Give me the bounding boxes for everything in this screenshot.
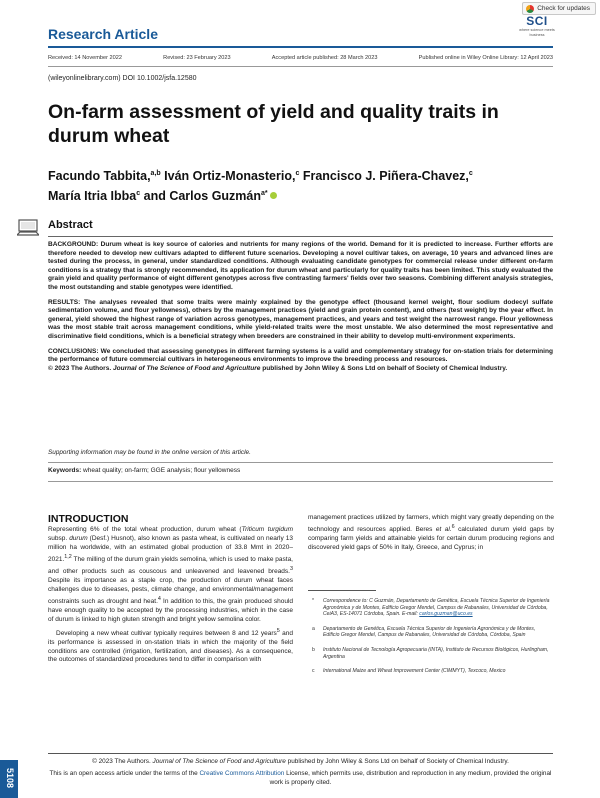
citation-link[interactable]: 1,2 <box>64 553 72 560</box>
sci-logo-tagline: where science meets business <box>519 28 555 37</box>
keywords: Keywords: wheat quality; on-farm; GGE analysis; flour yellowness <box>48 467 241 474</box>
abstract-results: RESULTS: The analyses revealed that some traits were mainly explained by the genotype effect (thousand kernel weight, flour sodium dodecyl sulfate sedimentation volume, and flour yellowness), others by the management practices (yield and grain protein content), and others (test weight) by the year effect. In general, yield showed the highest range of variation across genotypes, management practices, and years and test weight the narrowest range. Flour yellowness was the most stable trait across management conditions, while yield-related traits were the most unstable. We also determined the most representative and discriminative field conditions, which is a beneficial strategy when breeders are constrained in their ability to develop multi-environment experiments. <box>48 298 554 340</box>
abstract-background: BACKGROUND: Durum wheat is key source of calories and nutrients for many regions of the world. Demand for it is predicted to increase. Further efforts are therefore needed to develop new cultivars adapted to different future scenarios. Developing a novel cultivar takes, on average, 10 years and advanced lines are tested during the process, in general, under standardized conditions. Although evaluating candidate genotypes for commercial release under different on-farm conditions is a strategy that is strongly recommended, its application for durum wheat and particularly for quality traits has been limited. This study evaluated the grain yield and quality performance of eight different genotypes across five contrasting farmers' fields over two seasons. Combining different analysis strategies, the most outstanding and stable genotypes were identified. <box>48 241 553 291</box>
keywords-divider-bottom <box>48 481 553 482</box>
citation-link[interactable]: 3 <box>289 565 293 572</box>
footnote-affiliation: c International Maize and Wheat Improvement Center (CIMMYT), Texcoco, Mexico <box>312 668 506 675</box>
footnote-affiliation: a Departamento de Genética, Escuela Técnica Superior de Ingeniería Agronómica y de Montes, Edificio Gregor Mendel, Campus de Rabanales, Universidad de Córdoba, Córdoba, Spain <box>312 625 536 639</box>
introduction-right-column: management practices utilized by farmers, which might vary greatly depending on the technology and resources applied. Beres et al.$^6$ calculated durum yield gaps by comparing farm yields and attainable yields for certain durum producing regions and discovered yield gaps of 50% in Italy, Greece, and Cyprus; in <box>308 514 554 551</box>
affiliation-footnotes <box>312 598 550 683</box>
footer-divider <box>48 753 553 754</box>
author[interactable]: and Carlos Guzmán$^{a*}$ <box>143 189 268 204</box>
page-number: 5108 <box>5 767 15 789</box>
abstract-body <box>48 241 553 373</box>
author[interactable]: Facundo Tabbita,$^{a,b}$ <box>48 169 161 184</box>
crossmark-icon <box>526 5 534 13</box>
article-title: On-farm assessment of yield and quality traits in durum wheat <box>48 101 499 147</box>
footnote-divider <box>308 590 376 591</box>
author[interactable]: María Itria Ibba$^c$ <box>48 189 141 204</box>
publication-dates <box>48 55 553 61</box>
date-online: Published online in Wiley Online Library: 12 April 2023 <box>418 55 553 61</box>
sci-logo <box>514 14 560 37</box>
author-list <box>48 165 558 205</box>
abstract-divider <box>48 236 553 237</box>
date-received: Received: 14 November 2022 <box>48 55 123 61</box>
check-for-updates-label: Check for updates <box>537 5 590 12</box>
cc-license-link[interactable]: Creative Commons Attribution <box>199 770 285 777</box>
abstract-conclusions: CONCLUSIONS: We concluded that assessing genotypes in different farming systems is a valid and complementary strategy for on-station trials for determining the performance of future commercial cultivars in heterogeneous environments to improve the breeding process and resources. <box>48 347 553 364</box>
introduction-heading: INTRODUCTION <box>48 513 129 525</box>
header-divider <box>48 46 553 48</box>
author[interactable]: Francisco J. Piñera-Chavez,$^c$ <box>302 169 473 184</box>
computer-icon <box>17 219 39 237</box>
dates-divider <box>48 66 553 67</box>
footnote-correspondence: * Correspondence to: C Guzmán, Departamento de Genética, Escuela Técnica Superior de Ingeniería Agronómica y de Montes, Edificio Gregor Mendel, Campus de Rabanales, Universidad de Córdoba, CeiA3, ES-14071 Córdoba, Spain. E-mail: carlos.guzman@uco.es <box>312 598 550 618</box>
footer-copyright: © 2023 The Authors. Journal of The Science of Food and Agriculture published by John Wiley & Sons Ltd on behalf of Society of Chemical Industry. <box>92 758 509 765</box>
footnote-affiliation: b Instituto Nacional de Tecnología Agropecuaria (INTA), Instituto de Recursos Biológicos, Hurlingham, Argentina <box>312 646 549 660</box>
doi-link[interactable]: (wileyonlinelibrary.com) DOI 10.1002/jsfa.12580 <box>48 75 197 82</box>
correspondence-email-link[interactable]: carlos.guzman@uco.es <box>419 611 473 618</box>
introduction-paragraph: Representing 6% of the total wheat production, durum wheat (Triticum turgidum subsp. durum (Desf.) Husnot), also known as pasta wheat, is cultivated on nearly 13 million ha worldwide, with an estimated global production of 33.8 Mmt in 2020–2021.$^{1,2}$ The milling of the durum grain yields semolina, which is used to make pasta, and other products such as couscous and unleavened and leavened breads.$^3$ Despite its importance as a staple crop, the production of durum wheat faces challenges due to diseases, pests, climate change, and environmental/management constraints such as drought and heat.$^4$ In addition to this, the grain produced should have enough quality to be accepted by the processing industries, which in the case of durum is linked to high gluten strength and bright yellow semolina color. <box>48 526 293 623</box>
date-accepted: Accepted article published: 28 March 2023 <box>271 55 378 61</box>
introduction-paragraph: Developing a new wheat cultivar typically requires between 8 and 12 years$^5$ and its performance is assessed in on-station trials in which the majority of the field conditions are controlled (irrigation, fertilization, and diseases). As a consequence, the outcomes of standardized procedures tend to differ in comparison with <box>48 627 293 664</box>
author[interactable]: Iván Ortiz-Monasterio,$^c$ <box>164 169 300 184</box>
citation-link[interactable]: 4 <box>157 595 161 602</box>
citation-link[interactable]: 6 <box>451 523 455 530</box>
citation-link[interactable]: 5 <box>276 627 280 634</box>
sci-logo-mark: SCI <box>526 14 548 28</box>
supporting-info-note: Supporting information may be found in the online version of this article. <box>48 449 251 456</box>
keywords-divider-top <box>48 462 553 463</box>
abstract-heading: Abstract <box>48 219 93 231</box>
date-revised: Revised: 23 February 2023 <box>163 55 231 61</box>
abstract-copyright: © 2023 The Authors. Journal of The Science of Food and Agriculture published by John Wiley & Sons Ltd on behalf of Society of Chemical Industry. <box>48 364 508 372</box>
footer-license: This is an open access article under the terms of the Creative Commons Attribution License, which permits use, distribution and reproduction in any medium, provided the original work is properly cited. <box>49 770 552 786</box>
article-type: Research Article <box>48 26 158 42</box>
orcid-icon[interactable] <box>270 192 277 199</box>
introduction-left-column <box>48 526 293 667</box>
